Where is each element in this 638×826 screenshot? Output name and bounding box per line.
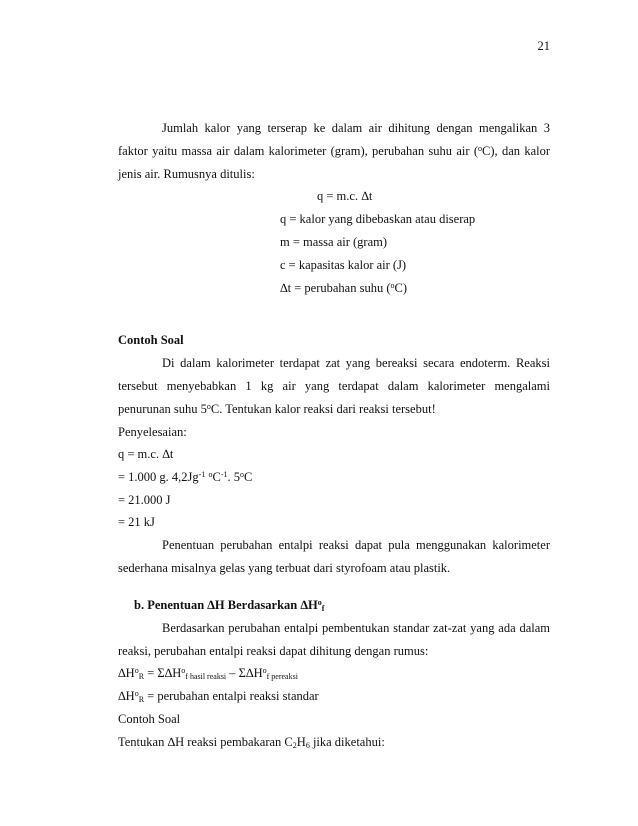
example-heading: Contoh Soal (118, 712, 181, 726)
paragraph-line: reaksi, perubahan entalpi reaksi dapat dihitung dengan rumus: (118, 644, 429, 658)
paragraph-line: tersebut menyebabkan 1 kg air yang terdapat dalam kalorimeter mengalami (118, 379, 550, 393)
paragraph-line: jenis air. Rumusnya ditulis: (118, 167, 255, 181)
equation-line: $\Delta H^o_R = \Sigma\Delta H^o_{f hasil reaksi} - \Sigma\Delta H^o_{f pereaksi}$ (118, 666, 298, 681)
solution-step: = 1.000 g. $4,2Jg^{-1}$ $^oC^{-1}$. 5$^o$C (118, 470, 253, 484)
equation-line: $\Delta H^o_R$ = perubahan entalpi reaksi standar (118, 689, 319, 704)
solution-step: = 21 kJ (118, 515, 155, 529)
paragraph-line: Di dalam kalorimeter terdapat zat yang bereaksi secara endoterm. Reaksi (162, 356, 550, 370)
solution-label: Penyelesaian: (118, 425, 187, 439)
paragraph-line: faktor yaitu massa air dalam kalorimeter (gram), perubahan suhu air ($^o$C), dan kalor (118, 144, 550, 158)
paragraph-line: Tentukan ∆H reaksi pembakaran $C_2H_6$ jika diketahui: (118, 735, 385, 750)
paragraph-line: penurunan suhu 5$^o$C. Tentukan kalor reaksi dari reaksi tersebut! (118, 402, 436, 416)
paragraph-line: Penentuan perubahan entalpi reaksi dapat pula menggunakan kalorimeter (162, 538, 550, 552)
formula-def-m: m = massa air (gram) (280, 235, 388, 249)
example-heading: Contoh Soal (118, 333, 184, 347)
formula-main: q = m.c. ∆t (317, 189, 373, 203)
paragraph-line: Berdasarkan perubahan entalpi pembentukan standar zat-zat yang ada dalam (162, 621, 550, 635)
formula-def-q: q = kalor yang dibebaskan atau diserap (280, 212, 476, 226)
solution-step: q = m.c. ∆t (118, 447, 174, 461)
formula-def-t: ∆t = perubahan suhu ($^o$C) (280, 281, 408, 295)
solution-step: = 21.000 J (118, 493, 171, 507)
formula-def-c: c = kapasitas kalor air (J) (280, 258, 407, 272)
page-number: 21 (537, 39, 550, 53)
section-heading: b. Penentuan ∆H Berdasarkan $\Delta H^o_f$ (134, 598, 325, 613)
paragraph-line: Jumlah kalor yang terserap ke dalam air dihitung dengan mengalikan 3 (162, 121, 550, 135)
paragraph-line: sederhana misalnya gelas yang terbuat dari styrofoam atau plastik. (118, 561, 451, 575)
